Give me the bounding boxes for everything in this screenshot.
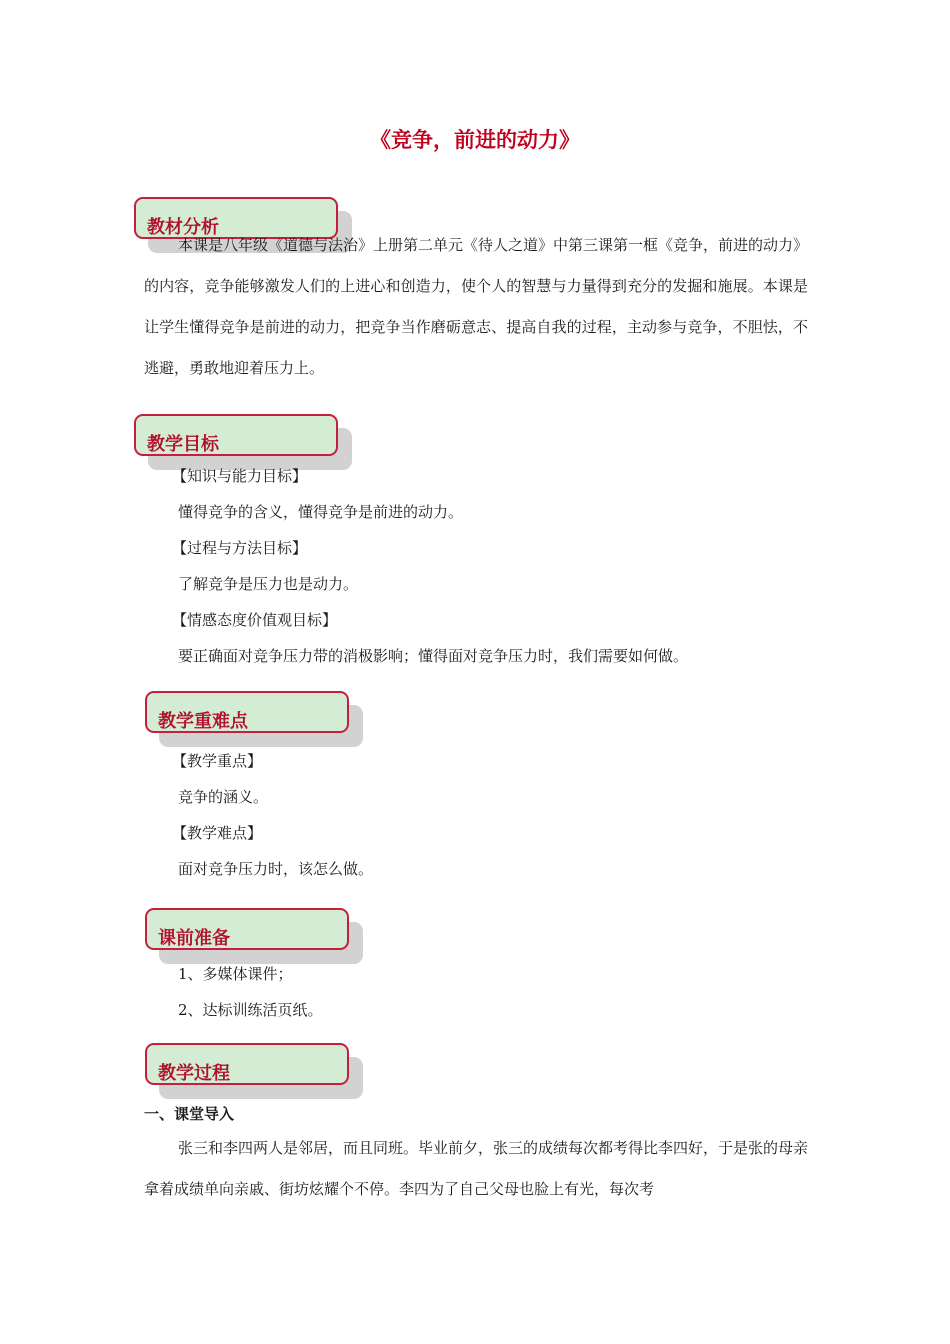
heading-label: 教学重难点 bbox=[158, 711, 248, 732]
lesson-intro-paragraph: 张三和李四两人是邻居，而且同班。毕业前夕，张三的成绩每次都考得比李四好，于是张的母亲拿着成绩单向亲戚、街坊炫耀个不停。李四为了自己父母也脸上有光，每次考 bbox=[144, 1139, 809, 1198]
analysis-paragraph: 本课是八年级《道德与法治》上册第二单元《待人之道》中第三课第一框《竞争，前进的动力》的内容，竞争能够激发人们的上进心和创造力，使个人的智慧与力量得到充分的发掘和施展。本课是让学生懂得竞争是前进的动力，把竞争当作磨砺意志、提高自我的过程，主动参与竞争，不胆怯，不逃避，勇敢地迎着压力上。 bbox=[144, 236, 809, 377]
emotion-goal-text: 要正确面对竞争压力带的消极影响；懂得面对竞争压力时，我们需要如何做。 bbox=[178, 647, 689, 665]
process-goal-label: 【过程与方法目标】 bbox=[172, 539, 308, 557]
heading-label: 课前准备 bbox=[158, 928, 230, 949]
heading-label: 教学目标 bbox=[147, 434, 219, 455]
section-heading-keypoints bbox=[145, 691, 349, 733]
heading-label: 教材分析 bbox=[147, 217, 219, 238]
knowledge-goal-text: 懂得竞争的含义，懂得竞争是前进的动力。 bbox=[178, 503, 464, 521]
preparation-item-2: 2、达标训练活页纸。 bbox=[178, 1001, 323, 1019]
document-title: 《竞争，前进的动力》 bbox=[370, 128, 580, 152]
process-goal-text: 了解竞争是压力也是动力。 bbox=[178, 575, 359, 593]
emotion-goal-label: 【情感态度价值观目标】 bbox=[172, 611, 338, 629]
key-point-text: 竞争的涵义。 bbox=[178, 788, 269, 806]
lesson-intro-subheading: 一、课堂导入 bbox=[144, 1105, 235, 1123]
section-heading-preparation bbox=[145, 908, 349, 950]
difficult-point-label: 【教学难点】 bbox=[172, 824, 263, 842]
key-point-label: 【教学重点】 bbox=[172, 752, 263, 770]
preparation-item-1: 1、多媒体课件； bbox=[178, 965, 293, 983]
difficult-point-text: 面对竞争压力时，该怎么做。 bbox=[178, 860, 374, 878]
knowledge-goal-label: 【知识与能力目标】 bbox=[172, 467, 308, 485]
section-heading-objectives bbox=[134, 414, 338, 456]
heading-label: 教学过程 bbox=[158, 1063, 230, 1084]
section-heading-process bbox=[145, 1043, 349, 1085]
